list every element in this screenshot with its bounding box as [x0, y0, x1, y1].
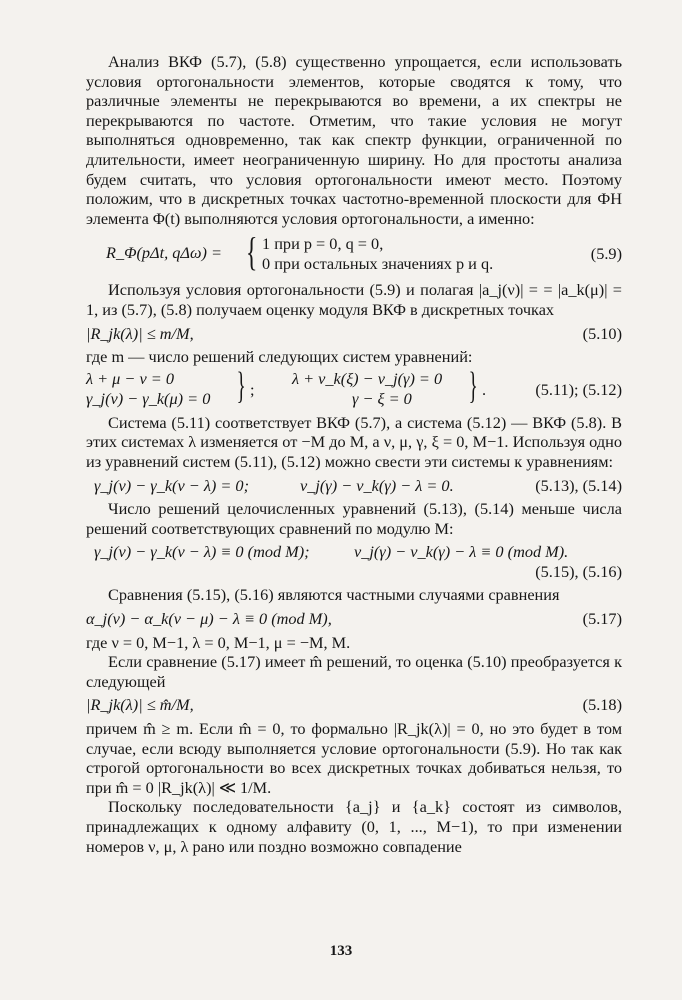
paragraph-3: где m — число решений следующих систем уравнений: [86, 347, 473, 367]
eq-5-17-expr: α_j(ν) − α_k(ν − μ) − λ ≡ 0 (mod M), [86, 609, 332, 629]
paragraph-4: Система (5.11) соответствует ВКФ (5.7), а система (5.12) — ВКФ (5.8). В этих системах λ изменяется от −M до M, а ν, μ, γ, ξ = 0, M−1. Используя одно из уравнений систем (5.11), (5.12) можно свести эти системы к уравнениям: [86, 412, 622, 471]
paragraph-5: Число решений целочисленных уравнений (5.13), (5.14) меньше числа решений соответствующих сравнений по модулю M: [86, 499, 622, 538]
equation-5-17 [86, 609, 622, 629]
eq-5-17-number: (5.17) [582, 609, 622, 629]
eq-5-11-number: (5.11); (5.12) [535, 379, 622, 399]
left-brace: { [245, 229, 258, 275]
system-2-line-1: λ + ν_k(ξ) − ν_j(γ) = 0 [292, 368, 443, 388]
system-1-line-1: λ + μ − ν = 0 [86, 368, 174, 388]
paragraph-8: Если сравнение (5.17) имеет m̂ решений, то оценка (5.10) преобразуется к следующей [86, 652, 622, 691]
equation-5-15-number-line [86, 562, 622, 582]
eq-5-15-left: γ_j(ν) − γ_k(ν − λ) ≡ 0 (mod M); [94, 542, 310, 562]
equation-5-18 [86, 695, 622, 715]
paragraph-6: Сравнения (5.15), (5.16) являются частными случаями сравнения [108, 585, 560, 605]
paragraph-1: Анализ ВКФ (5.7), (5.8) существенно упрощается, если использовать условия ортогональности элементов, которые сводятся к тому, что различные элементы не перекрываются во времени, а их спектры не перекрываются по частоте. Отметим, что такие условия не могут выполняться одновременно, так как спектр функции, ограниченной по длительности, имеет неограниченную ширину. Но для простоты анализа будем считать, что условия ортогональности имеют место. Поэтому положим, что в дискретных точках частотно-временной плоскости для ФН элемента Φ(t) выполняются условия ортогональности, а именно: [86, 52, 622, 228]
eq-5-18-expr: |R_jk(λ)| ≤ m̂/M, [86, 695, 194, 715]
right-brace-1: } [236, 364, 246, 407]
system-1-line-2: γ_j(ν) − γ_k(μ) = 0 [86, 388, 211, 408]
eq-5-9-number: (5.9) [590, 244, 622, 264]
system-period: . [482, 379, 487, 399]
paragraph-10: Поскольку последовательности {a_j} и {a_k} состоят из символов, принадлежащих к одному алфавиту (0, 1, ..., M−1), то при изменении номеров ν, μ, λ рано или поздно возможно совпадение [86, 797, 622, 856]
eq-5-18-number: (5.18) [582, 695, 622, 715]
eq-5-13-left: γ_j(ν) − γ_k(ν − λ) = 0; [94, 475, 249, 495]
eq-5-15-number: (5.15), (5.16) [535, 561, 622, 581]
eq-5-10-number: (5.10) [582, 323, 622, 343]
eq-5-16-right: ν_j(γ) − ν_k(γ) − λ ≡ 0 (mod M). [354, 542, 569, 562]
equation-5-13 [86, 476, 622, 496]
equation-5-15 [86, 542, 622, 562]
page-body [86, 52, 622, 856]
eq-5-9-case2: 0 при остальных значениях p и q. [262, 254, 494, 274]
paragraph-9: причем m̂ ≥ m. Если m̂ = 0, то формально |R_jk(λ)| = 0, но это будет в том случае, если всюду выполняется условие ортогональности (5.9). Но так как строгой ортогональности во всех дискретных точках добиваться нельзя, то при m̂ = 0 |R_jk(λ)| ≪ 1/M. [86, 719, 622, 797]
eq-5-9-lhs: R_Φ(pΔt, qΔω) = [106, 243, 222, 263]
right-brace-2: } [468, 364, 478, 407]
equation-5-9 [86, 229, 622, 276]
system-2-line-2: γ − ξ = 0 [352, 388, 412, 408]
page-number: 133 [329, 943, 353, 959]
eq-5-9-case1: 1 при p = 0, q = 0, [262, 234, 384, 254]
equation-5-10 [86, 324, 622, 344]
paragraph-2: Используя условия ортогональности (5.9) и полагая |a_j(ν)| = = |a_k(μ)| = 1, из (5.7), (5.8) получаем оценку модуля ВКФ в дискретных точках [86, 280, 622, 319]
system-separator: ; [250, 379, 255, 399]
eq-5-10-expr: |R_jk(λ)| ≤ m/M, [86, 323, 194, 343]
eq-5-14-right: ν_j(γ) − ν_k(γ) − λ = 0. [300, 475, 454, 495]
eq-5-13-number: (5.13), (5.14) [535, 475, 622, 495]
paragraph-7: где ν = 0, M−1, λ = 0, M−1, μ = −M, M. [86, 632, 351, 652]
equation-5-11-5-12 [86, 364, 622, 411]
